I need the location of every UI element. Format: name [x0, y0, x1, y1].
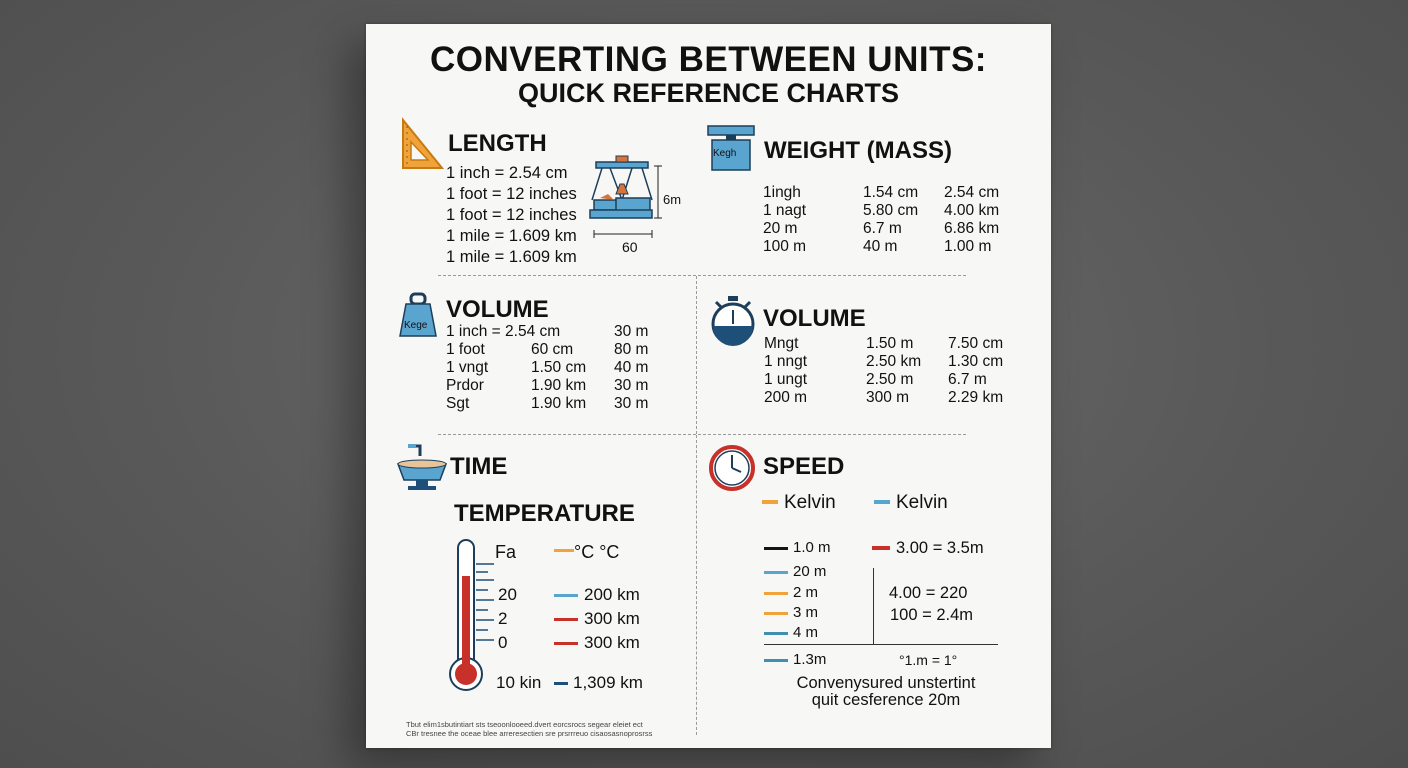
temperature-bottom-right: 1,309 km	[573, 673, 643, 692]
speed-item: 3 m	[793, 604, 819, 621]
temperature-row-left: 0	[498, 633, 508, 652]
speed-caption-2: quit cesference 20m	[811, 691, 961, 709]
length-heading: LENGTH	[448, 130, 547, 157]
speed-item-swatch	[764, 547, 788, 550]
page-subtitle: QUICK REFERENCE CHARTS	[517, 78, 900, 108]
weight-cell: 1ingh	[763, 184, 801, 201]
weight-cell: 4.00 km	[944, 202, 1000, 219]
temperature-row-swatch	[554, 618, 578, 621]
weight-cell: 20 m	[763, 220, 798, 237]
temperature-row-swatch	[554, 642, 578, 645]
volume-left-cell: 60 cm	[531, 341, 574, 358]
volume-right-cell: 6.7 m	[948, 371, 987, 388]
volume-left-cell: 1.90 km	[531, 395, 587, 412]
temperature-row-swatch	[554, 594, 578, 597]
speed-legend-swatch-orange	[762, 500, 778, 504]
clock-icon	[708, 444, 756, 492]
volume-left-cell: Prdor	[446, 377, 484, 394]
speed-item: 2 m	[793, 584, 819, 601]
temperature-header-right: °C °C	[574, 542, 620, 562]
volume-right-cell: 200 m	[764, 389, 808, 406]
footnote-line-1: Tbut elim1sbutintiart sts tseoonlooeed.dvert eorcsrocs segear eleiet ect	[406, 720, 643, 729]
speed-item-swatch	[764, 659, 788, 662]
time-heading: TIME	[450, 453, 508, 480]
temperature-row-right: 200 km	[584, 585, 640, 604]
volume-left-cell: 30 m	[614, 395, 649, 412]
volume-left-cell: Sgt	[446, 395, 470, 412]
volume-left-cell: 1.90 km	[531, 377, 587, 394]
volume-right-cell: 2.50 km	[866, 353, 922, 370]
volume-left-heading: VOLUME	[446, 296, 549, 323]
volume-left-cell: 30 m	[614, 377, 649, 394]
temperature-row-right: 300 km	[584, 609, 640, 628]
sink-faucet-icon	[394, 442, 450, 492]
temperature-celsius-swatch	[554, 549, 574, 552]
volume-right-cell: 1.50 m	[866, 335, 914, 352]
speed-right-item-2: 4.00 = 220	[889, 584, 968, 602]
speed-heading: SPEED	[763, 453, 845, 480]
speed-item: 1.0 m	[793, 539, 831, 556]
length-line: 1 foot = 12 inches	[446, 185, 577, 203]
scale-dim-bottom: 60	[622, 239, 638, 255]
weight-cell: 40 m	[863, 238, 898, 255]
temperature-bottom-swatch	[554, 682, 568, 685]
speed-axis-horizontal	[764, 644, 998, 645]
length-line: 1 foot = 12 inches	[446, 206, 577, 224]
volume-right-heading: VOLUME	[763, 305, 866, 332]
volume-left-cell: 1 inch = 2.54 cm	[446, 323, 561, 340]
speed-legend-swatch-blue	[874, 500, 890, 504]
weight-cell: 1 nagt	[763, 202, 807, 219]
weight-cell: 1.00 m	[944, 238, 992, 255]
divider-top	[438, 275, 966, 276]
speed-right-item-3: 100 = 2.4m	[890, 606, 974, 624]
scale-dim-side: 6m	[663, 192, 682, 207]
speed-item-swatch	[764, 632, 788, 635]
stopwatch-icon	[710, 294, 756, 348]
volume-left-cell: 80 m	[614, 341, 649, 358]
weight-cell: 100 m	[763, 238, 807, 255]
speed-item: 1.3m	[793, 651, 827, 668]
page-title: CONVERTING BETWEEN UNITS:	[430, 40, 987, 79]
speed-axis-vertical	[873, 568, 874, 645]
divider-vertical-bottom	[696, 435, 697, 735]
kettlebell-weight-icon	[396, 292, 440, 338]
volume-right-cell: Mngt	[764, 335, 799, 352]
thermometer-icon	[448, 536, 498, 696]
temperature-row-left: 2	[498, 609, 508, 628]
divider-vertical-middle	[696, 276, 697, 434]
temperature-row-left: 20	[498, 585, 517, 604]
poster	[366, 24, 1051, 748]
length-line: 1 mile = 1.609 km	[446, 248, 577, 266]
volume-left-cell: 1.50 cm	[531, 359, 587, 376]
speed-item: 4 m	[793, 624, 819, 641]
weight-cell: 6.7 m	[863, 220, 902, 237]
length-line: 1 inch = 2.54 cm	[446, 164, 568, 182]
speed-item-swatch	[764, 612, 788, 615]
weight-heading: WEIGHT (MASS)	[764, 137, 952, 164]
volume-right-cell: 2.29 km	[948, 389, 1004, 406]
volume-right-cell: 1 nngt	[764, 353, 808, 370]
volume-right-cell: 1 ungt	[764, 371, 808, 388]
volume-right-cell: 300 m	[866, 389, 910, 406]
speed-item-swatch	[764, 571, 788, 574]
speed-item-swatch	[764, 592, 788, 595]
weight-icon-label: Kegh	[713, 148, 737, 159]
volume-right-cell: 2.50 m	[866, 371, 914, 388]
weight-cell: 6.86 km	[944, 220, 1000, 237]
temperature-header-left: Fa	[495, 542, 517, 562]
speed-right-item-1: 3.00 = 3.5m	[896, 539, 984, 557]
speed-right-item-4: °1.m = 1°	[899, 652, 958, 668]
volume-left-cell: 1 foot	[446, 341, 485, 358]
weight-cell: 2.54 cm	[944, 184, 1000, 201]
divider-middle	[438, 434, 966, 435]
volume-left-cell: 1 vngt	[446, 359, 489, 376]
speed-caption-1: Convenysured unstertint	[796, 674, 976, 692]
volume-left-cell: 30 m	[614, 323, 649, 340]
speed-right-swatch	[872, 546, 890, 550]
volume-icon-label: Kege	[404, 320, 428, 331]
temperature-row-right: 300 km	[584, 633, 640, 652]
volume-left-cell: 40 m	[614, 359, 649, 376]
volume-right-cell: 7.50 cm	[948, 335, 1004, 352]
weight-cell: 5.80 cm	[863, 202, 919, 219]
temperature-heading: TEMPERATURE	[454, 500, 635, 527]
temperature-bottom-left: 10 kin	[496, 673, 542, 692]
weight-cell: 1.54 cm	[863, 184, 919, 201]
speed-legend-label-1: Kelvin	[784, 492, 836, 513]
speed-legend-label-2: Kelvin	[896, 492, 948, 513]
speed-item: 20 m	[793, 563, 827, 580]
length-line: 1 mile = 1.609 km	[446, 227, 577, 245]
set-square-icon	[399, 116, 445, 172]
volume-right-cell: 1.30 cm	[948, 353, 1004, 370]
footnote-line-2: CBr tresnee the oceae blee arreresectien sre prsrrreuo cisaosasnoprosrss	[406, 729, 653, 738]
